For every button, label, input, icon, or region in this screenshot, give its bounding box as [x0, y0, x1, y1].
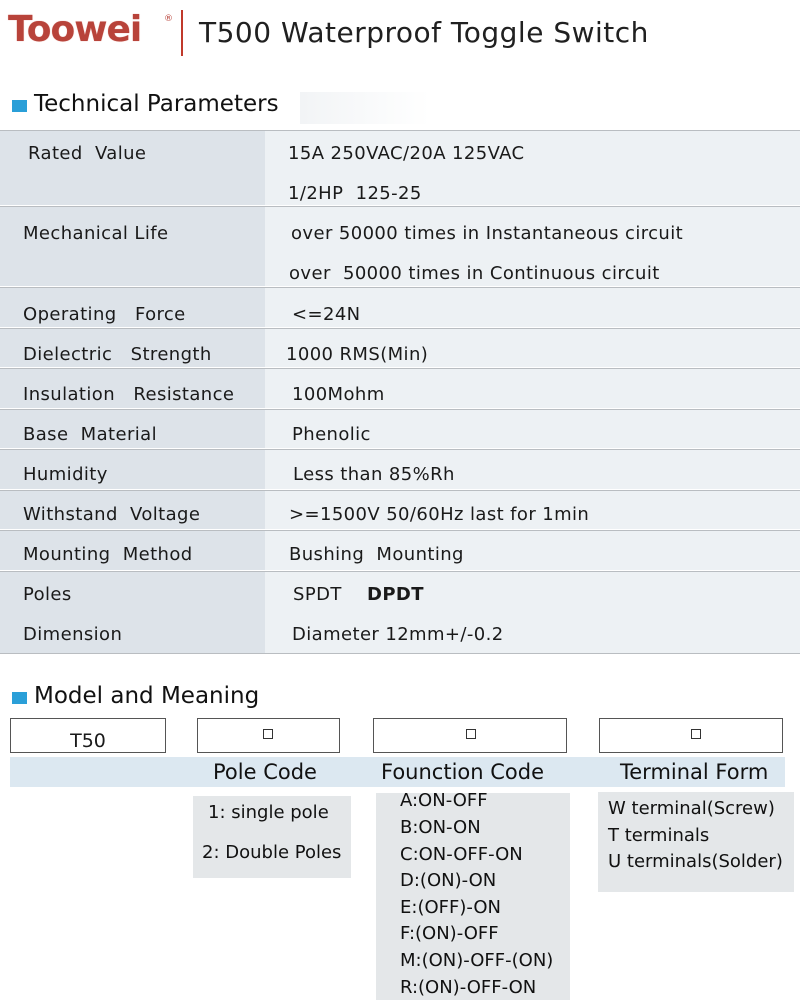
model-prefix-box — [10, 718, 166, 753]
pole-code-label: Pole Code — [213, 760, 317, 784]
registered-mark: ® — [164, 14, 173, 24]
param-value: 100Mohm — [292, 384, 385, 405]
param-value: >=1500V 50/60Hz last for 1min — [289, 504, 590, 525]
technical-heading — [12, 88, 279, 120]
list-item: T terminals — [608, 825, 710, 846]
list-item: W terminal(Screw) — [608, 798, 775, 819]
table-row — [0, 490, 800, 529]
param-label-cell — [0, 131, 265, 205]
param-label: Humidity — [23, 464, 108, 485]
list-item: D:(ON)-ON — [400, 870, 497, 891]
table-row — [0, 368, 800, 408]
param-value: DPDT — [367, 584, 424, 605]
param-value: Bushing Mounting — [289, 544, 464, 565]
list-item: E:(OFF)-ON — [400, 897, 501, 918]
model-prefix: T50 — [70, 730, 106, 752]
param-value-cell — [265, 207, 800, 286]
placeholder-square-icon — [263, 729, 273, 739]
table-row — [0, 287, 800, 327]
param-label: Poles — [23, 584, 72, 605]
terminal-options-panel — [598, 792, 794, 892]
function-options-panel — [376, 790, 570, 1000]
param-label: Mounting Method — [23, 544, 193, 565]
param-label: Mechanical Life — [23, 223, 169, 244]
list-item: B:ON-ON — [400, 817, 481, 838]
param-label: Base Material — [23, 424, 157, 445]
param-value: Diameter 12mm+/-0.2 — [292, 624, 504, 645]
list-item: U terminals(Solder) — [608, 851, 783, 872]
param-value-cell — [265, 288, 800, 327]
list-item: M:(ON)-OFF-(ON) — [400, 950, 554, 971]
param-value: over 50000 times in Instantaneous circuit — [291, 223, 684, 244]
param-value-cell — [265, 572, 800, 653]
param-value: over 50000 times in Continuous circuit — [289, 263, 660, 284]
table-row — [0, 328, 800, 367]
param-value-cell — [265, 491, 800, 529]
param-label: Dimension — [23, 624, 123, 645]
param-label-cell — [0, 531, 265, 570]
brand-logo: Toowei — [8, 9, 142, 50]
param-label: Insulation Resistance — [23, 384, 235, 405]
placeholder-square-icon — [691, 729, 701, 739]
param-label-cell — [0, 329, 265, 367]
param-value: <=24N — [292, 304, 361, 325]
technical-heading-text: Technical Parameters — [34, 91, 279, 117]
list-item: 2: Double Poles — [202, 842, 342, 863]
model-heading-text: Model and Meaning — [34, 683, 260, 709]
table-row — [0, 449, 800, 489]
param-label-cell — [0, 491, 265, 529]
pole-options-panel — [193, 796, 351, 878]
list-item: A:ON-OFF — [400, 790, 488, 811]
param-label-cell — [0, 450, 265, 489]
param-label: Rated Value — [28, 143, 147, 164]
list-item: F:(ON)-OFF — [400, 923, 499, 944]
param-value-cell — [265, 450, 800, 489]
list-item: C:ON-OFF-ON — [400, 844, 523, 865]
param-value-cell — [265, 410, 800, 448]
param-value-cell — [265, 329, 800, 367]
square-bullet-icon — [12, 692, 27, 704]
page-header — [0, 0, 800, 70]
terminal-form-label: Terminal Form — [620, 760, 769, 784]
param-label-cell — [0, 410, 265, 448]
list-item: R:(ON)-OFF-ON — [400, 977, 537, 998]
param-value: Phenolic — [292, 424, 371, 445]
table-row — [0, 571, 800, 654]
header-divider — [181, 10, 183, 56]
model-heading — [12, 680, 259, 712]
terminal-form-box — [599, 718, 783, 753]
param-value: 1000 RMS(Min) — [286, 344, 429, 365]
param-label: Withstand Voltage — [23, 504, 201, 525]
table-row — [0, 409, 800, 448]
heading-fade — [300, 92, 430, 124]
param-label-cell — [0, 288, 265, 327]
param-label: Dielectric Strength — [23, 344, 212, 365]
param-label-cell — [0, 207, 265, 286]
function-code-box — [373, 718, 567, 753]
page-title: T500 Waterproof Toggle Switch — [199, 16, 649, 49]
list-item: 1: single pole — [208, 802, 329, 823]
param-value: 15A 250VAC/20A 125VAC — [288, 143, 525, 164]
placeholder-square-icon — [466, 729, 476, 739]
param-value-cell — [265, 369, 800, 408]
param-value: SPDT — [293, 584, 342, 605]
table-row — [0, 130, 800, 205]
table-row — [0, 206, 800, 286]
table-row — [0, 530, 800, 570]
param-label: Operating Force — [23, 304, 186, 325]
square-bullet-icon — [12, 100, 27, 112]
function-code-label: Founction Code — [381, 760, 545, 784]
param-label-cell — [0, 572, 265, 653]
param-value: Less than 85%Rh — [293, 464, 455, 485]
pole-code-box — [197, 718, 340, 753]
param-label-cell — [0, 369, 265, 408]
param-value: 1/2HP 125-25 — [288, 183, 422, 204]
param-value-cell — [265, 131, 800, 205]
param-value-cell — [265, 531, 800, 570]
